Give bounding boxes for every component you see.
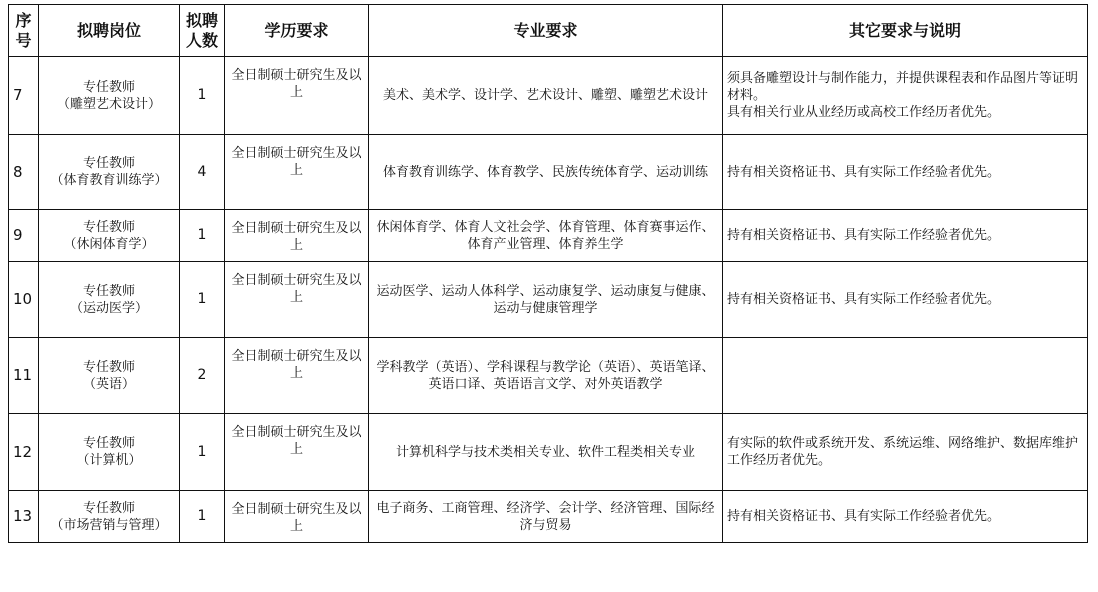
cell-education: 全日制硕士研究生及以上 [225,338,369,414]
position-title: 专任教师 [82,500,135,516]
cell-count: 1 [180,210,225,262]
cell-other [723,414,1088,491]
other-note-line: 持有相关资格证书、具有实际工作经验者优先。 [727,228,1001,243]
cell-major: 电子商务、工商管理、经济学、会计学、经济管理、国际经济与贸易 [369,491,723,543]
header-position: 拟聘岗位 [39,5,180,57]
cell-position [39,338,180,414]
table-row [9,414,1088,491]
table-row [9,210,1088,262]
position-subject: （计算机） [76,453,142,468]
header-other: 其它要求与说明 [723,5,1088,57]
cell-major: 运动医学、运动人体科学、运动康复学、运动康复与健康、运动与健康管理学 [369,262,723,338]
cell-seq: 11 [9,338,39,414]
cell-position [39,210,180,262]
cell-position [39,491,180,543]
cell-other [723,210,1088,262]
cell-position [39,135,180,210]
position-subject: （英语） [82,376,135,392]
cell-major: 学科教学（英语）、学科课程与教学论（英语）、英语笔译、英语口译、英语语言文学、对外英语教学 [369,338,723,414]
position-title: 专任教师 [82,359,135,375]
cell-major: 休闲体育学、体育人文社会学、体育管理、体育赛事运作、体育产业管理、体育养生学 [369,210,723,262]
cell-other [723,135,1088,210]
cell-major: 体育教育训练学、体育教学、民族传统体育学、运动训练 [369,135,723,210]
position-title: 专任教师 [82,79,135,95]
position-subject: （市场营销与管理） [50,517,168,533]
header-count: 拟聘 人数 [180,5,225,57]
recruitment-table [8,4,1088,543]
cell-position [39,414,180,491]
cell-other [723,491,1088,543]
position-subject: （运动医学） [69,300,148,316]
other-note-line: 须具备雕塑设计与制作能力，并提供课程表和作品图片等证明材料。 [727,71,1079,103]
cell-count: 1 [180,414,225,491]
other-note-line: 持有相关资格证书、具有实际工作经验者优先。 [727,164,1001,180]
table-row [9,57,1088,135]
other-note-line: 具有相关行业从业经历或高校工作经历者优先。 [727,105,1001,120]
other-note-line: 持有相关资格证书、具有实际工作经验者优先。 [727,509,1001,524]
cell-count: 1 [180,491,225,543]
cell-position [39,262,180,338]
position-title: 专任教师 [82,283,135,299]
cell-other [723,262,1088,338]
table-row [9,491,1088,543]
cell-education: 全日制硕士研究生及以上 [225,135,369,210]
cell-count: 1 [180,262,225,338]
cell-major: 美术、美术学、设计学、艺术设计、雕塑、雕塑艺术设计 [369,57,723,135]
cell-education: 全日制硕士研究生及以上 [225,210,369,262]
cell-education: 全日制硕士研究生及以上 [225,57,369,135]
cell-count: 4 [180,135,225,210]
header-seq: 序 号 [9,5,39,57]
cell-education: 全日制硕士研究生及以上 [225,491,369,543]
position-subject: （雕塑艺术设计） [56,96,161,112]
table-row [9,262,1088,338]
table-row [9,135,1088,210]
cell-major: 计算机科学与技术类相关专业、软件工程类相关专业 [369,414,723,491]
cell-seq: 9 [9,210,39,262]
cell-seq: 7 [9,57,39,135]
cell-education: 全日制硕士研究生及以上 [225,262,369,338]
cell-other [723,57,1088,135]
position-title: 专任教师 [82,436,135,451]
table-row [9,338,1088,414]
cell-seq: 8 [9,135,39,210]
position-title: 专任教师 [82,219,135,235]
header-major: 专业要求 [369,5,723,57]
other-note-line: 有实际的软件或系统开发、系统运维、网络维护、数据库维护工作经历者优先。 [727,436,1079,468]
other-note-line: 持有相关资格证书、具有实际工作经验者优先。 [727,292,1001,307]
cell-seq: 12 [9,414,39,491]
header-education: 学历要求 [225,5,369,57]
cell-other [723,338,1088,414]
cell-seq: 13 [9,491,39,543]
cell-position [39,57,180,135]
position-subject: （休闲体育学） [63,236,155,252]
cell-count: 1 [180,57,225,135]
position-subject: （体育教育训练学） [50,173,168,188]
header-row [9,5,1088,57]
cell-education: 全日制硕士研究生及以上 [225,414,369,491]
cell-count: 2 [180,338,225,414]
position-title: 专任教师 [82,156,135,171]
cell-seq: 10 [9,262,39,338]
